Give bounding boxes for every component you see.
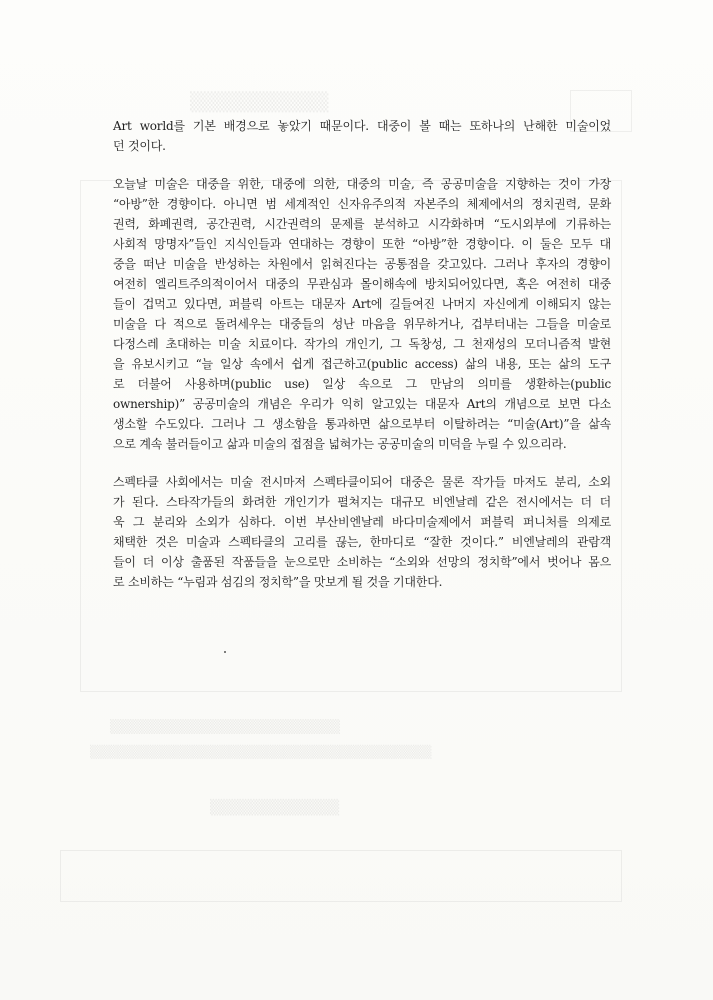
text-line: ownership)” 공공미술의 개념은 우리가 익히 알고있는 대문자 Art의 개념으로 보면 다소 — [113, 397, 611, 411]
text-line: 들이 더 이상 출품된 작품들을 눈으로만 소비하는 “소외와 선망의 정치학”에서 벗어나 몸으 — [113, 555, 611, 569]
document-body — [113, 116, 611, 610]
text-line: 들이 겁먹고 있다면, 퍼블릭 아트는 대문자 Art에 길들여진 나머지 자신에게 이해되지 않는 — [113, 297, 611, 311]
text-line: “아방”한 경향이다. 아니면 범 세계적인 신자유주의적 자본주의 체제에서의 정치권력, 문화 — [113, 197, 611, 211]
bleed-through-decoration: ▒▒▒▒▒▒▒▒▒▒ — [190, 92, 329, 113]
bleed-through-decoration: ▒▒▒▒▒▒▒▒▒▒▒▒▒▒▒▒▒▒▒▒▒▒▒▒▒▒▒▒▒▒▒▒▒▒▒▒▒ — [90, 745, 432, 759]
text-line: Art world를 기본 배경으로 놓았기 때문이다. 대중이 볼 때는 또하나의 난해한 미술이었 — [113, 119, 611, 133]
bleed-through-decoration: ▒▒▒▒▒▒▒▒▒▒▒▒ — [210, 800, 340, 816]
text-line: 오늘날 미술은 대중을 위한, 대중에 의한, 대중의 미술, 즉 공공미술을 지향하는 것이 가장 — [113, 177, 611, 191]
text-line: 던 것이다. — [113, 139, 166, 153]
bleed-through-box — [60, 850, 622, 902]
paragraph-3 — [113, 472, 611, 592]
text-line: 을 유보시키고 “늘 일상 속에서 쉽게 접근하고(public access) 삶의 내용, 또는 삶의 도구 — [113, 357, 611, 371]
text-line: 생소할 수도있다. 그러나 그 생소함을 통과하면 삶으로부터 이탈하려는 “미술(Art)”을 삶속 — [113, 417, 611, 431]
text-line: 욱 그 분리와 소외가 심하다. 이번 부산비엔날레 바다미술제에서 퍼블릭 퍼니처를 의제로 — [113, 515, 611, 529]
text-line: 사회적 망명자”들인 지식인들과 연대하는 경향이 또한 “아방”한 경향이다. 이 둘은 모두 대 — [113, 237, 611, 251]
text-line: 권력, 화폐권력, 공간권력, 시간권력의 문제를 분석하고 시각화하며 “도시외부에 기류하는 — [113, 217, 611, 231]
text-line: 스펙타클 사회에서는 미술 전시마저 스펙타클이되어 대중은 물론 작가들 마저도 분리, 소외 — [113, 475, 611, 489]
paragraph-2 — [113, 174, 611, 454]
bleed-through-decoration: ▒▒▒▒▒▒▒▒▒▒▒▒▒▒▒▒▒▒▒▒▒▒▒ — [110, 720, 340, 735]
text-line: 로 더불어 사용하며(public use) 일상 속으로 그 만남의 의미를 생환하는(public — [113, 377, 611, 391]
text-line: 가 된다. 스타작가들의 화려한 개인기가 펼쳐지는 대규모 비엔날레 같은 전시에서는 더 더 — [113, 495, 611, 509]
text-line: 미술을 다 적으로 돌려세우는 대중들의 성난 마음을 위무하거나, 겁부터내는 그들을 미술로 — [113, 317, 611, 331]
paragraph-1 — [113, 116, 611, 156]
text-line: 채택한 것은 미술과 스펙타클의 고리를 끊는, 한마디로 “잘한 것이다.” 비엔날레의 관람객 — [113, 535, 611, 549]
ink-speck — [224, 651, 226, 653]
text-line: 다정스레 초대하는 미술 치료이다. 작가의 개인기, 그 독창성, 그 천재성의 모더니즘적 발현 — [113, 337, 611, 351]
text-line: 로 소비하는 “누림과 섬김의 정치학”을 맛보게 될 것을 기대한다. — [113, 575, 443, 589]
text-line: 중을 떠난 미술을 반성하는 차원에서 읽혀진다는 공통점을 갖고있다. 그러나 후자의 경향이 — [113, 257, 611, 271]
text-line: 여전히 엘리트주의적이어서 대중의 무관심과 몰이해속에 방치되어있다면, 혹은 여전히 대중 — [113, 277, 611, 291]
text-line: 으로 계속 불러들이고 삶과 미술의 접점을 넓혀가는 공공미술의 미덕을 누릴 수 있으리라. — [113, 437, 567, 451]
